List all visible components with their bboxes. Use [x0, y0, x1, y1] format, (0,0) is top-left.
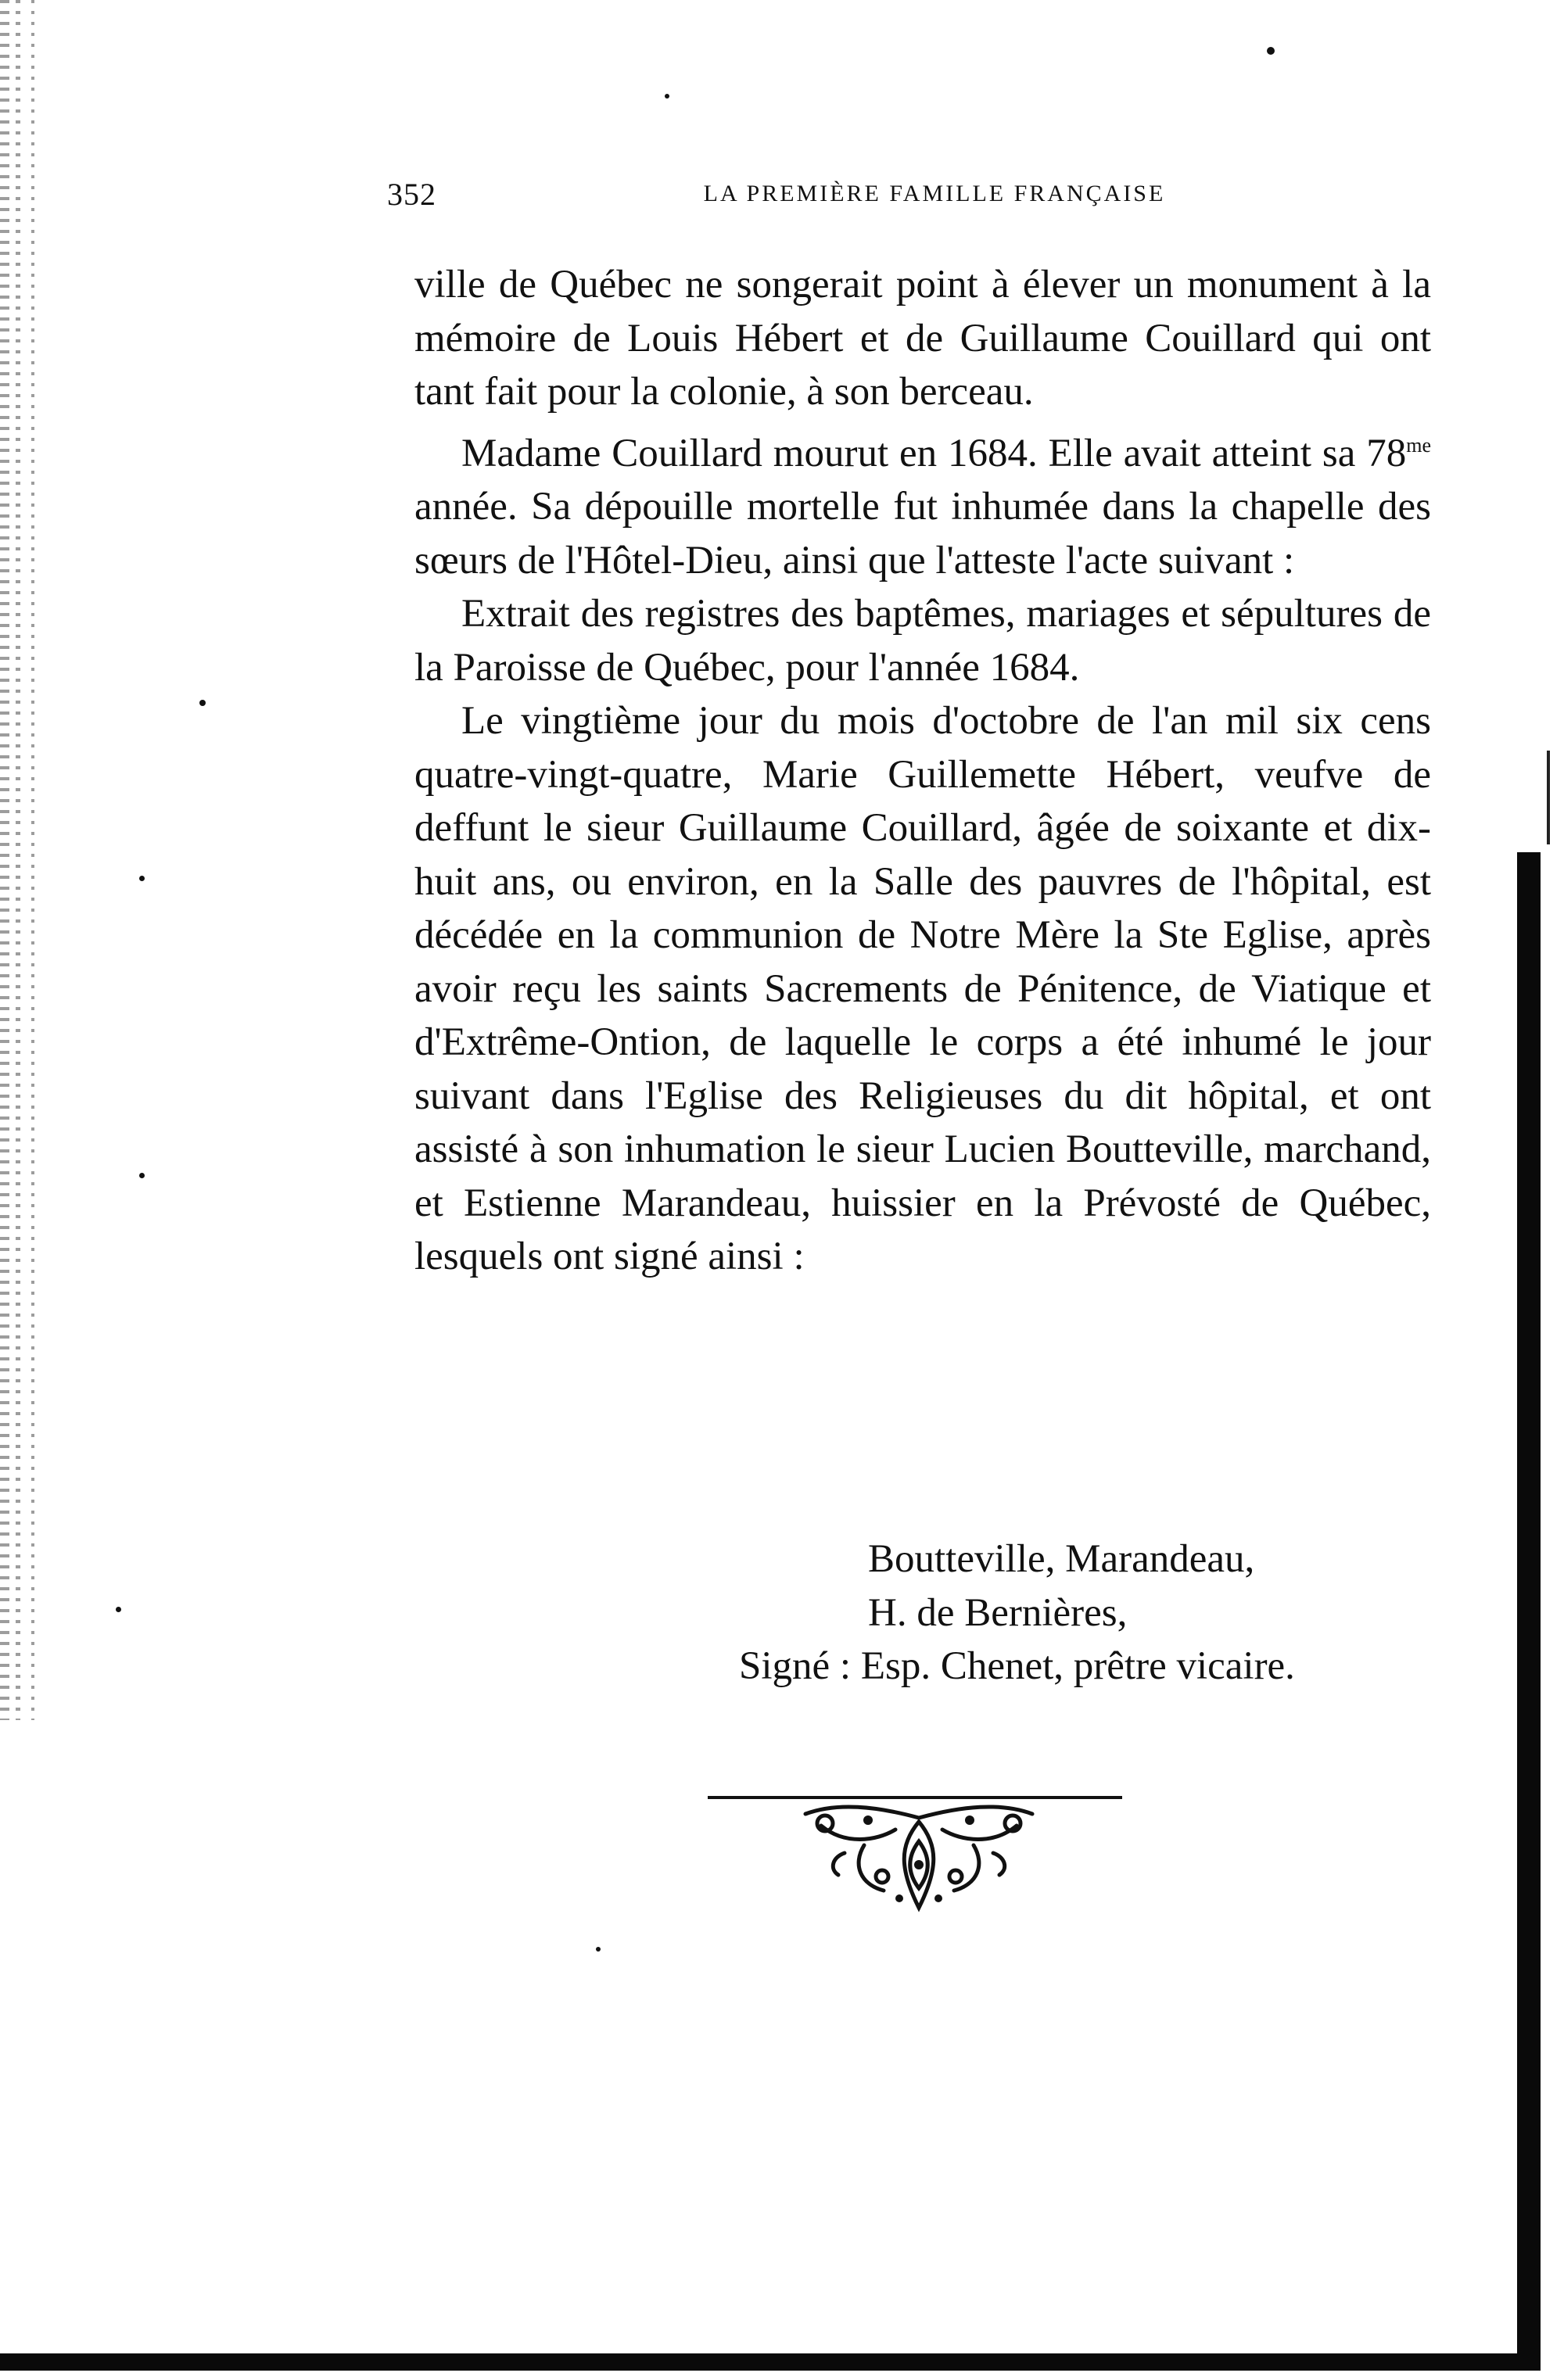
paragraph-continuation: ville de Québec ne songerait point à élever un monument à la mémoire de Louis Hébert et de Guillaume Couillard qui ont tant fait pour la colonie, à son berceau. — [414, 263, 1431, 414]
scan-speck — [139, 876, 145, 881]
scan-edge-mark — [1547, 751, 1550, 844]
running-title: LA PREMIÈRE FAMILLE FRANÇAISE — [703, 181, 1166, 206]
scan-right-edge-bar — [1517, 852, 1541, 2369]
scan-bottom-edge-bar — [0, 2353, 1541, 2371]
body-text — [414, 258, 1431, 1284]
scan-gutter-artifact — [0, 0, 47, 1720]
paragraph-burial-record: Le vingtième jour du mois d'octobre de l'an mil six cens quatre-vingt-quatre, Marie Guillemette Hébert, veufve de deffunt le sieur Guillaume Couillard, âgée de soixante et dix-huit ans, ou environ, en la Salle des pauvres de l'hôpital, est décédée en la communion de Notre Mère la Ste Eglise, après avoir reçu les saints Sacrements de Pénitence, de Viatique et d'Extrême-Ontion, de laquelle le corps a été inhumé le jour suivant dans l'Eglise des Religieuses du dit hôpital, et ont assisté à son inhumation le sieur Lucien Boutteville, marchand, et Estienne Marandeau, huissier en la Prévosté de Québec, lesquels ont signé ainsi : — [414, 699, 1431, 1278]
paragraph-register-extract: Extrait des registres des baptêmes, mariages et sépultures de la Paroisse de Québec, pour l'année 1684. — [414, 592, 1431, 690]
scan-speck — [665, 94, 669, 99]
running-head — [387, 176, 1435, 223]
scan-speck — [116, 1607, 121, 1612]
ordinal-superscript: me — [1406, 433, 1431, 457]
signature-block — [414, 1532, 1431, 1694]
paragraph-death-notice — [414, 419, 1431, 588]
scan-speck — [1267, 47, 1275, 55]
paragraph-text: Madame Couillard mourut en 1684. Elle avait atteint sa 78 — [461, 431, 1407, 475]
scan-speck — [139, 1173, 145, 1178]
scan-speck — [596, 1947, 601, 1952]
signature-line-2: H. de Bernières, — [868, 1590, 1128, 1635]
signature-line-3: Signé : Esp. Chenet, prêtre vicaire. — [739, 1644, 1295, 1688]
floral-fleuron-ornament-icon — [790, 1798, 1048, 1916]
scan-speck — [199, 700, 206, 706]
paragraph-text-rest: année. Sa dépouille mortelle fut inhumée dans la chapelle des sœurs de l'Hôtel-Dieu, ainsi que l'atteste l'acte suivant : — [414, 485, 1431, 582]
signature-line-1: Boutteville, Marandeau, — [868, 1537, 1255, 1581]
page-number: 352 — [387, 177, 436, 212]
